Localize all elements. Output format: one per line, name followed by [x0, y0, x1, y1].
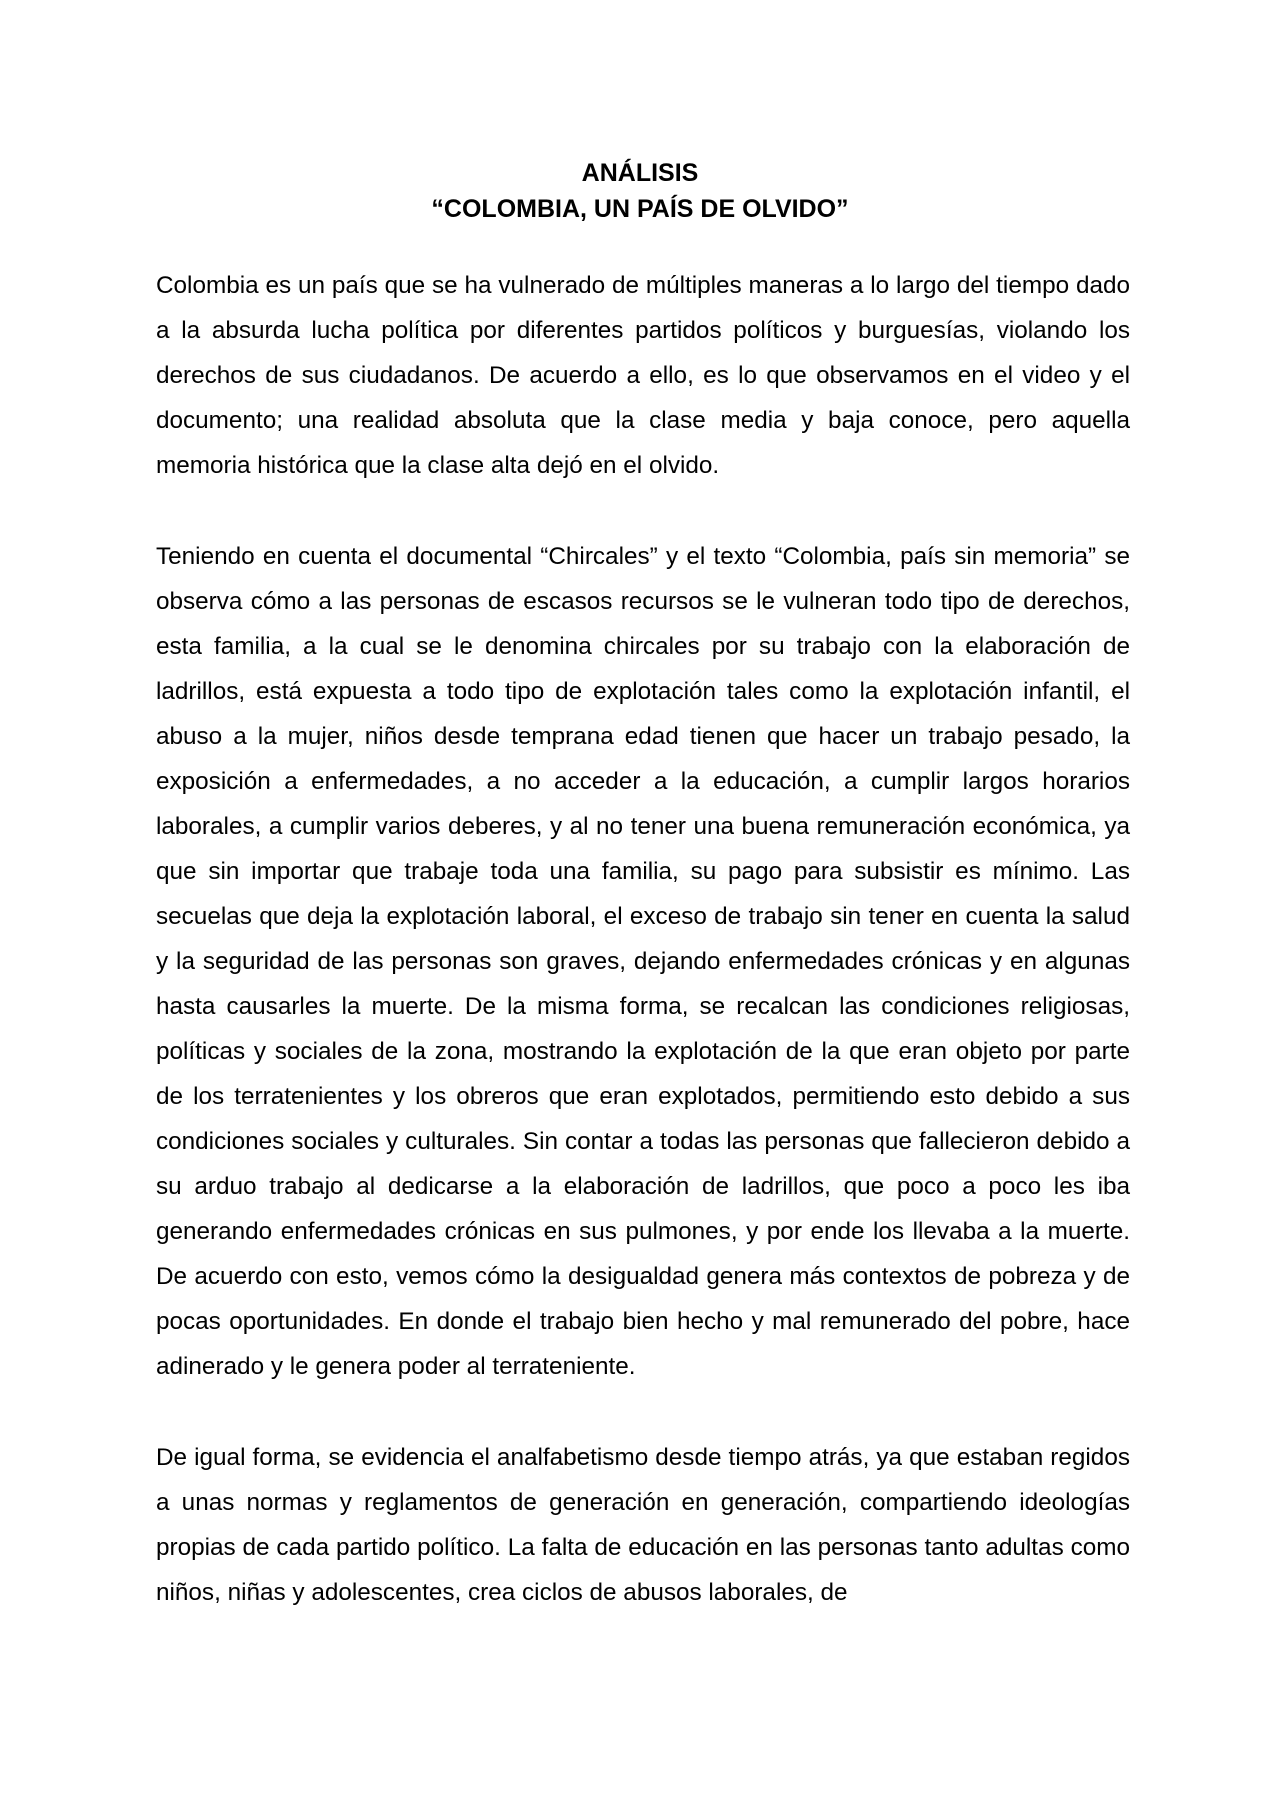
document-body [156, 263, 1130, 1661]
document-subtitle: “COLOMBIA, UN PAÍS DE OLVIDO” [431, 195, 849, 223]
title-block [0, 155, 1280, 227]
paragraph-2: Teniendo en cuenta el documental “Chircales” y el texto “Colombia, país sin memoria” se observa cómo a las personas de escasos recursos se le vulneran todo tipo de derechos, esta familia, a la cual se le denomina chircales por su trabajo con la elaboración de ladrillos, está expuesta a todo tipo de explotación tales como la explotación infantil, el abuso a la mujer, niños desde temprana edad tienen que hacer un trabajo pesado, la exposición a enfermedades, a no acceder a la educación, a cumplir largos horarios laborales, a cumplir varios deberes, y al no tener una buena remuneración económica, ya que sin importar que trabaje toda una familia, su pago para subsistir es mínimo. Las secuelas que deja la explotación laboral, el exceso de trabajo sin tener en cuenta la salud y la seguridad de las personas son graves, dejando enfermedades crónicas y en algunas hasta causarles la muerte. De la misma forma, se recalcan las condiciones religiosas, políticas y sociales de la zona, mostrando la explotación de la que eran objeto por parte de los terratenientes y los obreros que eran explotados, permitiendo esto debido a sus condiciones sociales y culturales. Sin contar a todas las personas que fallecieron debido a su arduo trabajo al dedicarse a la elaboración de ladrillos, que poco a poco les iba generando enfermedades crónicas en sus pulmones, y por ende los llevaba a la muerte. De acuerdo con esto, vemos cómo la desigualdad genera más contextos de pobreza y de pocas oportunidades. En donde el trabajo bien hecho y mal remunerado del pobre, hace adinerado y le genera poder al terrateniente. [156, 543, 1130, 1380]
paragraph-3: De igual forma, se evidencia el analfabetismo desde tiempo atrás, ya que estaban regidos a unas normas y reglamentos de generación en generación, compartiendo ideologías propias de cada partido político. La falta de educación en las personas tanto adultas como niños, niñas y adolescentes, crea ciclos de abusos laborales, de [156, 1444, 1130, 1606]
document-title: ANÁLISIS [581, 159, 699, 187]
paragraph-1: Colombia es un país que se ha vulnerado de múltiples maneras a lo largo del tiempo dado a la absurda lucha política por diferentes partidos políticos y burguesías, violando los derechos de sus ciudadanos. De acuerdo a ello, es lo que observamos en el video y el documento; una realidad absoluta que la clase media y baja conoce, pero aquella memoria histórica que la clase alta dejó en el olvido. [156, 272, 1130, 479]
